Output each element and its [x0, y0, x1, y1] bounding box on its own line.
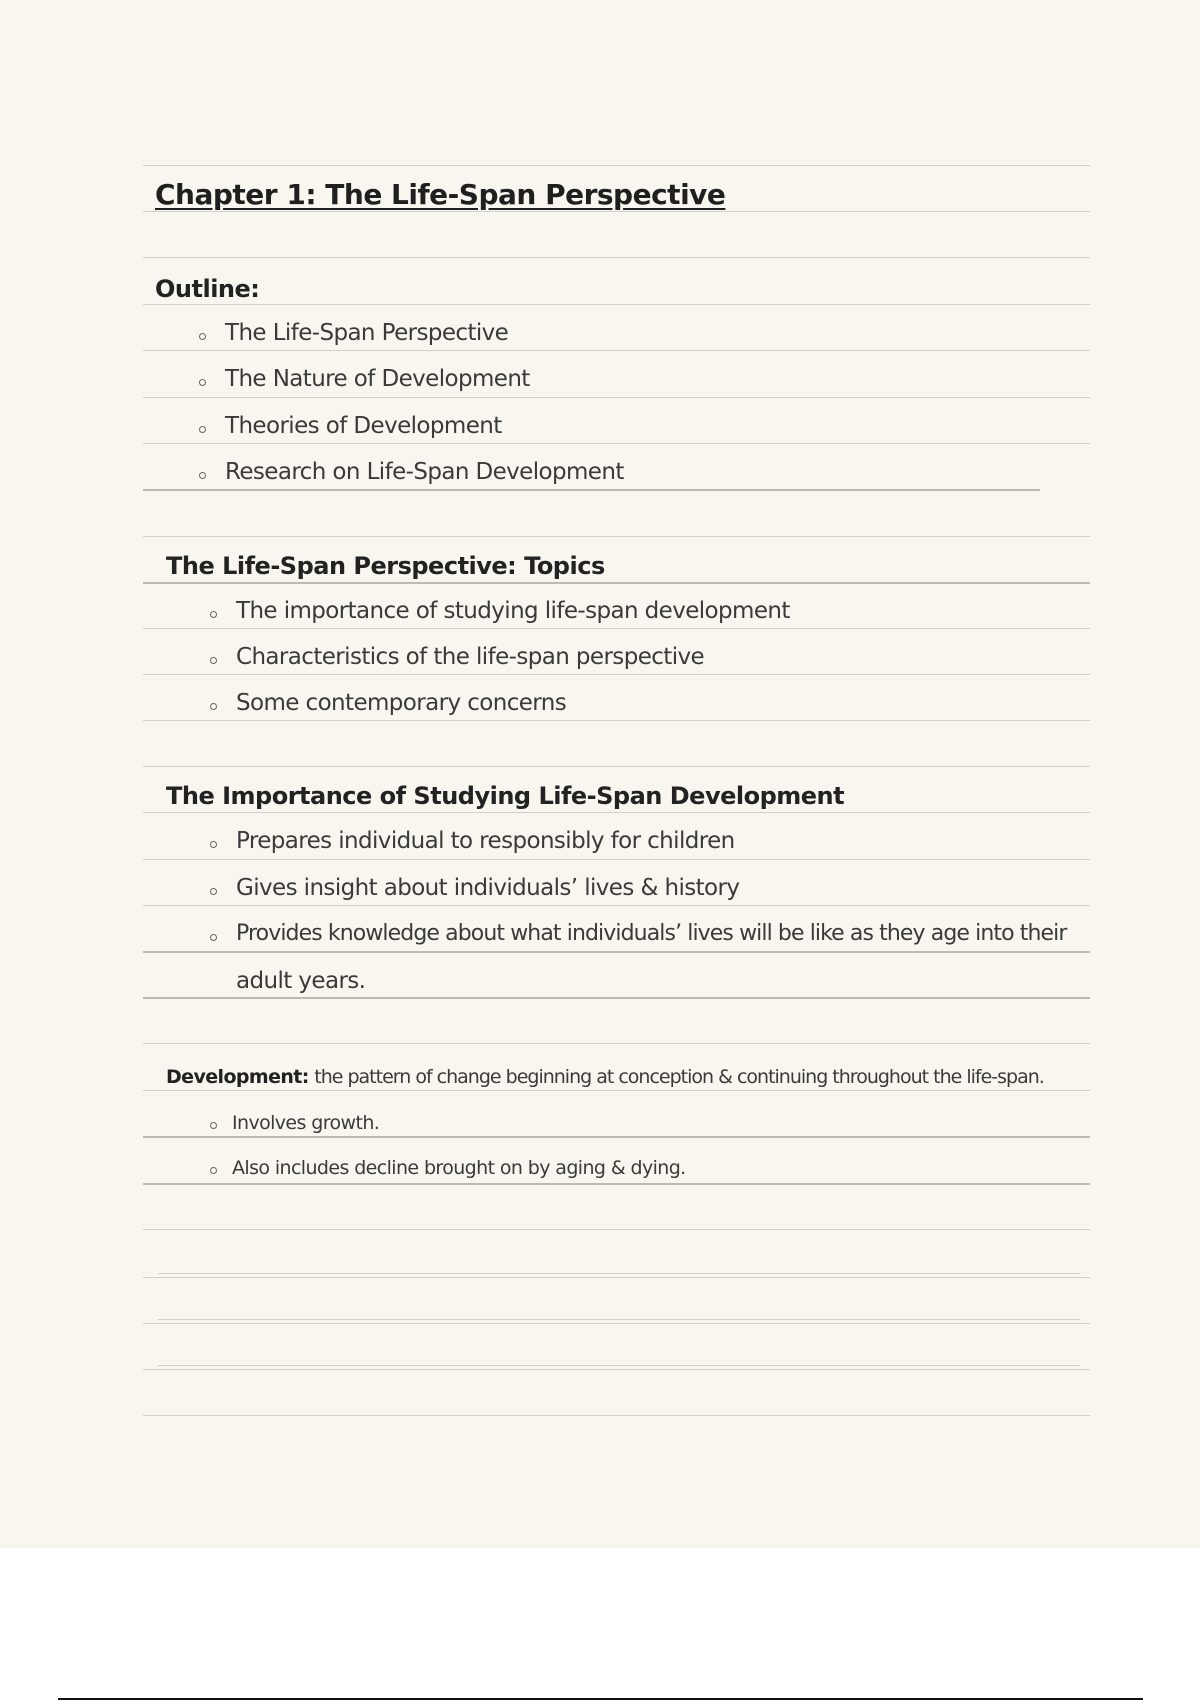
ruled-line	[143, 766, 1090, 767]
bullet-icon	[199, 426, 206, 433]
definition-text: the pattern of change beginning at conception & continuing throughout the life-span.	[314, 1066, 1044, 1088]
list-item: Research on Life-Span Development	[225, 459, 624, 485]
ruled-line	[143, 720, 1090, 721]
list-item: The Nature of Development	[225, 366, 530, 392]
ruled-line	[143, 582, 1090, 584]
ruled-line	[158, 1365, 1080, 1366]
ruled-line	[143, 1183, 1090, 1185]
list-item: Theories of Development	[225, 413, 502, 439]
ruled-line	[143, 997, 1090, 999]
ruled-line	[143, 1369, 1090, 1370]
ruled-line	[143, 1415, 1090, 1416]
list-item: Involves growth.	[232, 1112, 380, 1134]
definition-term: Development:	[166, 1066, 309, 1088]
definition-line	[166, 1066, 1044, 1088]
ruled-line	[143, 350, 1090, 351]
list-item: Prepares individual to responsibly for children	[236, 828, 735, 854]
ruled-line	[143, 1043, 1090, 1044]
bullet-icon	[210, 611, 217, 618]
ruled-line	[143, 304, 1090, 305]
list-item-continuation: adult years.	[236, 968, 366, 994]
ruled-line	[143, 905, 1090, 906]
ruled-line	[143, 257, 1090, 258]
ruled-line	[143, 1090, 1090, 1091]
list-item: The Life-Span Perspective	[225, 320, 509, 346]
ruled-line	[143, 1323, 1090, 1324]
list-item: Also includes decline brought on by aging & dying.	[232, 1157, 686, 1179]
ruled-line	[143, 397, 1090, 398]
importance-heading: The Importance of Studying Life-Span Development	[166, 782, 845, 810]
ruled-line	[158, 1273, 1080, 1274]
ruled-line	[143, 859, 1090, 860]
ruled-line	[158, 1319, 1080, 1320]
ruled-line	[143, 628, 1090, 629]
ruled-line	[143, 443, 1090, 444]
bullet-icon	[210, 1167, 217, 1174]
ruled-line	[143, 536, 1090, 537]
list-item: Gives insight about individuals’ lives & history	[236, 875, 740, 901]
ruled-line	[143, 1136, 1090, 1138]
ruled-line	[143, 951, 1090, 953]
ruled-line	[143, 1229, 1090, 1230]
bullet-icon	[199, 379, 206, 386]
bullet-icon	[210, 841, 217, 848]
list-item: Characteristics of the life-span perspective	[236, 644, 705, 670]
bullet-icon	[199, 333, 206, 340]
bullet-icon	[210, 1122, 217, 1129]
ruled-line	[143, 674, 1090, 675]
bullet-icon	[199, 472, 206, 479]
list-item: Some contemporary concerns	[236, 690, 567, 716]
ruled-line	[143, 489, 1040, 491]
list-item: Provides knowledge about what individuals’ lives will be like as they age into their	[236, 921, 1067, 946]
topics-heading: The Life-Span Perspective: Topics	[166, 552, 605, 580]
ruled-line	[143, 1277, 1090, 1278]
ruled-line	[143, 165, 1090, 166]
bullet-icon	[210, 934, 217, 941]
page-title: Chapter 1: The Life-Span Perspective	[155, 178, 726, 211]
ruled-line	[143, 211, 1090, 212]
bullet-icon	[210, 703, 217, 710]
list-item: The importance of studying life-span development	[236, 598, 790, 624]
ruled-line	[143, 812, 1090, 813]
bullet-icon	[210, 657, 217, 664]
bullet-icon	[210, 888, 217, 895]
outline-heading: Outline:	[155, 275, 260, 303]
